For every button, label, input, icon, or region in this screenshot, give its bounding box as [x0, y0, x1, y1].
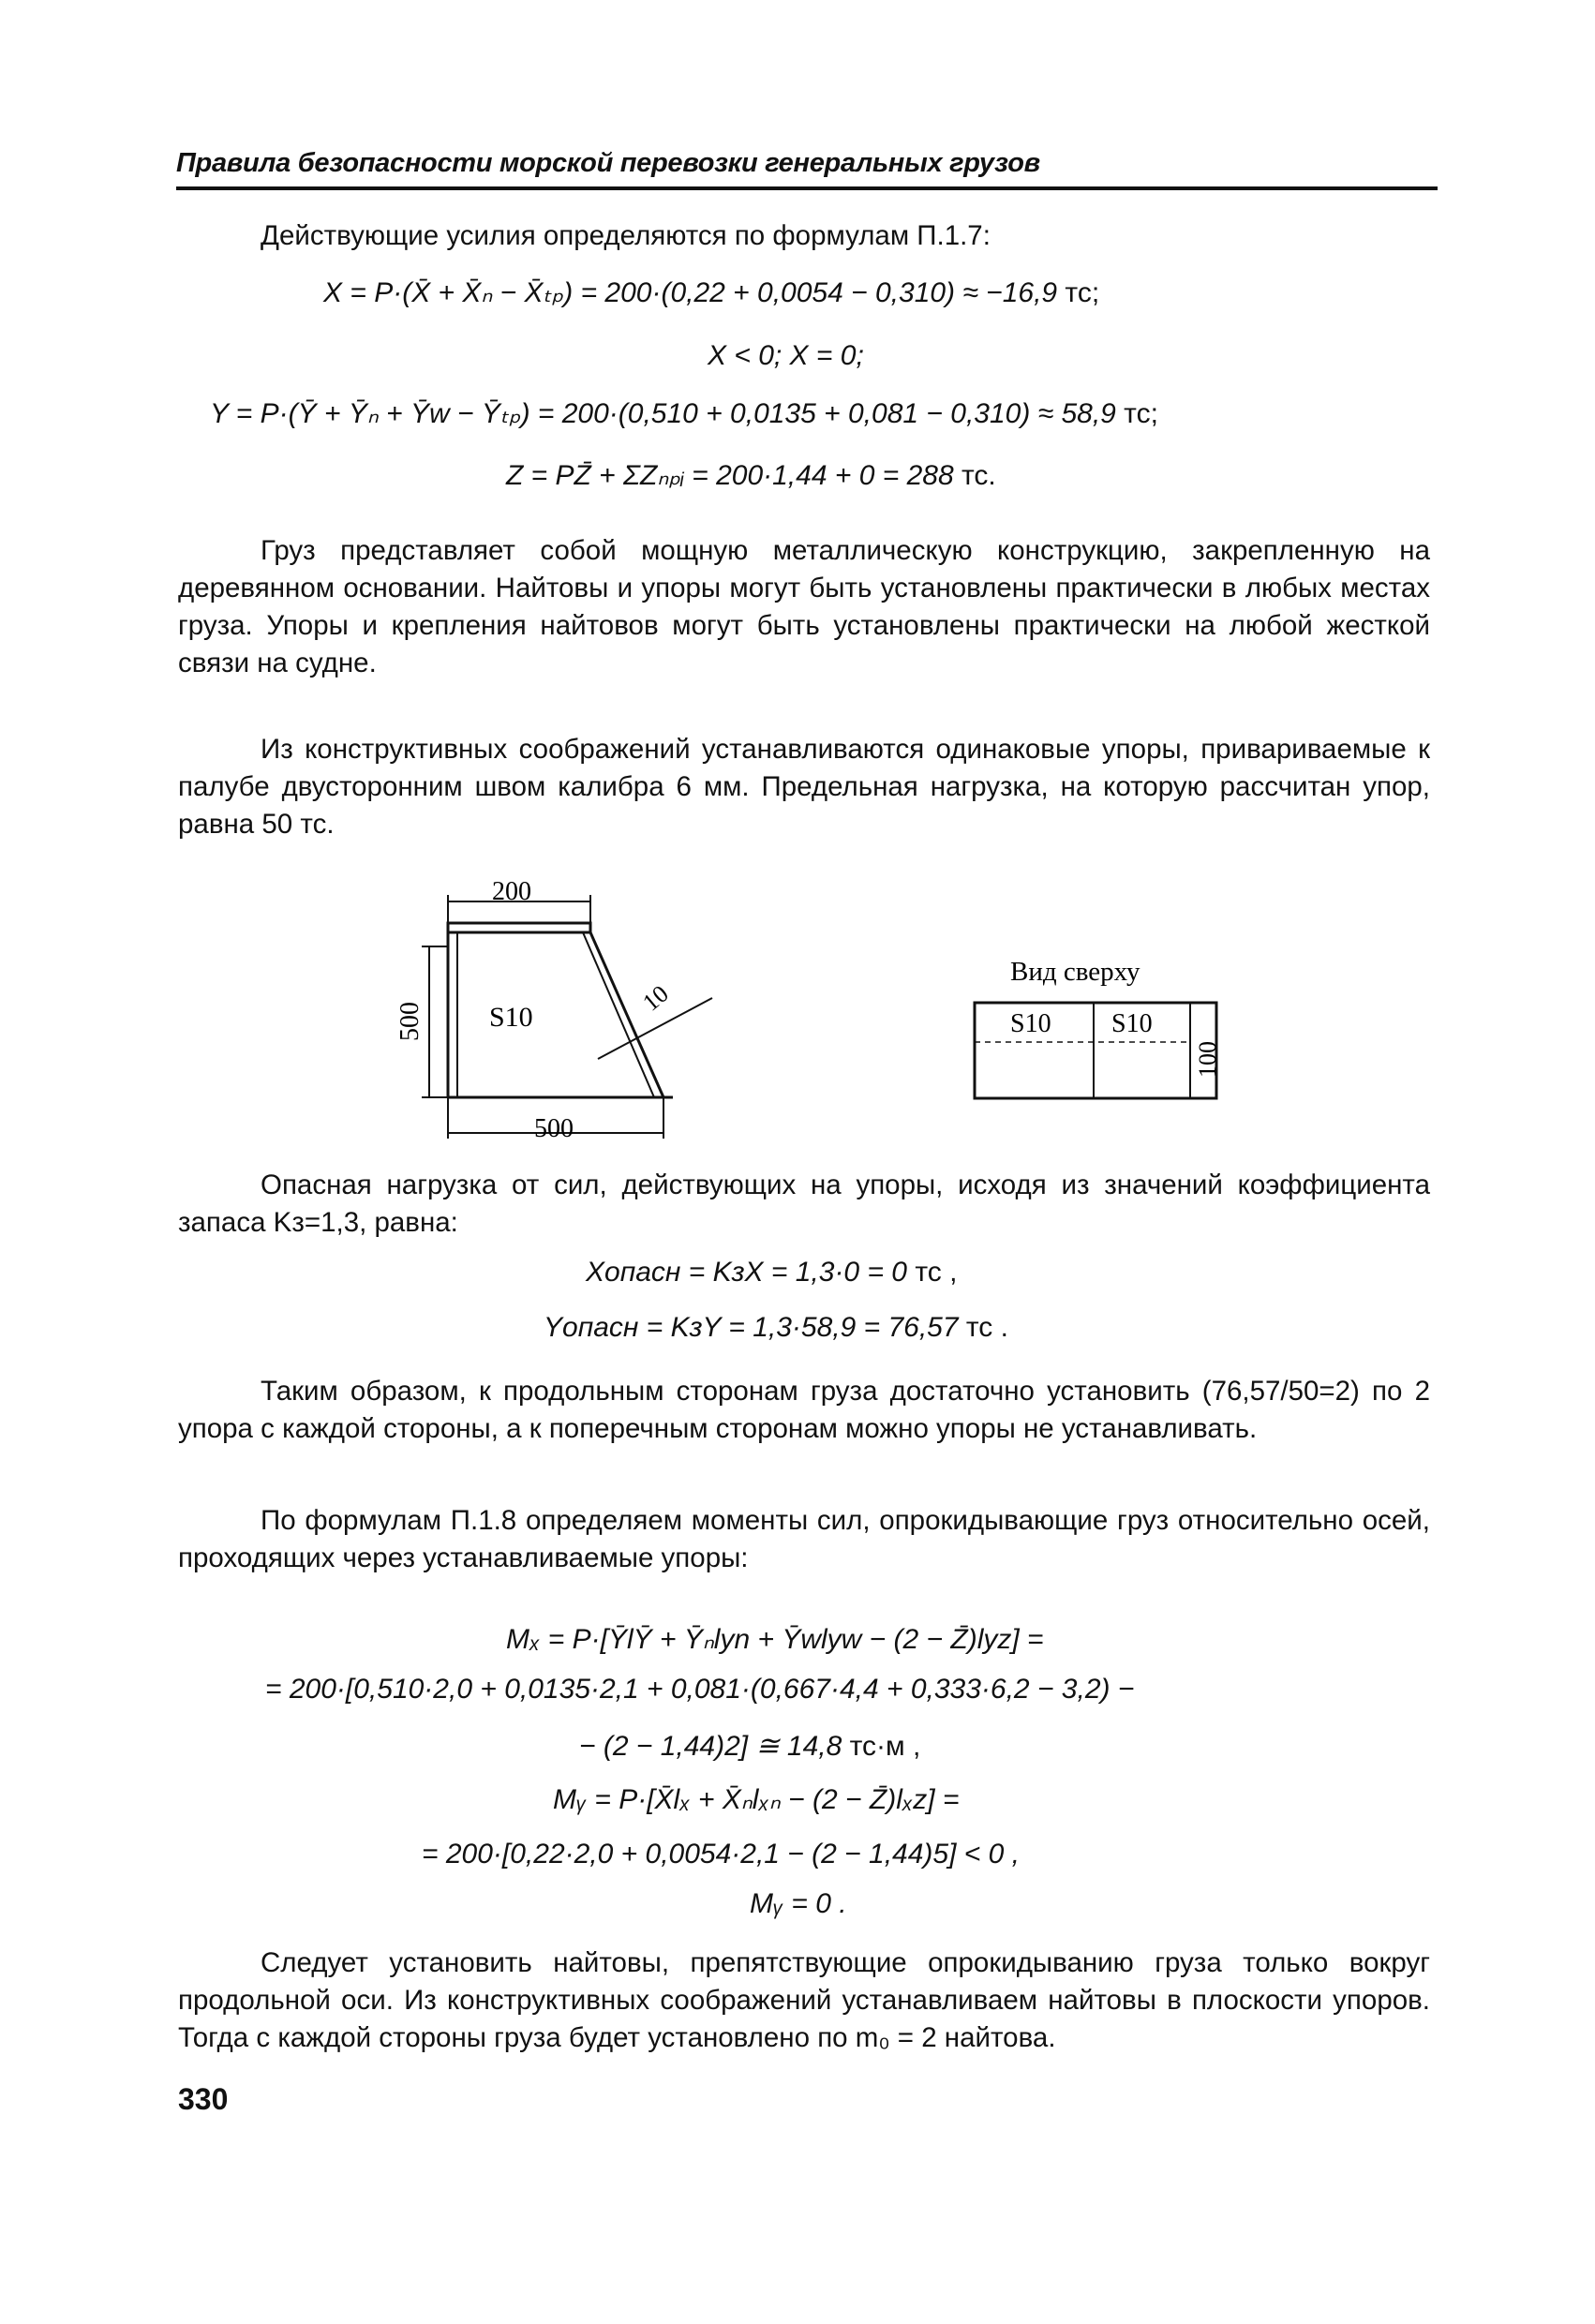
dim-top: 200	[492, 877, 531, 906]
formula-text: Mₓ = P·[ȲlȲ + Ȳₙlyn + Ȳwlyw − (2 − Z̄)lyz] =	[506, 1624, 1044, 1655]
formula-mx-result	[579, 1730, 920, 1763]
paragraph-text: Следует установить найтовы, препятствующие опрокидыванию груза только вокруг продольной оси. Из конструктивных соображений устанавливаем найтовы в плоскости упоров. Тогда с каждой стороны груза будет установлено по m₀ = 2 найтова.	[178, 1947, 1430, 2054]
paragraph-moments	[178, 1502, 1430, 1577]
formula-text: X = P·(X̄ + X̄ₙ − X̄ₜₚ) = 200·(0,22 + 0,0054 − 0,310) ≈ −16,9	[323, 277, 1058, 308]
intro-text	[178, 217, 1430, 255]
formula-my-zero	[750, 1888, 847, 1920]
formula-text: Yопасн = KзY = 1,3·58,9 = 76,57	[544, 1312, 959, 1343]
paragraph-stops	[178, 731, 1430, 843]
paragraph-lashings	[178, 1944, 1430, 2057]
top-view-plate-left: S10	[1010, 1009, 1051, 1038]
paragraph-text: Таким образом, к продольным сторонам груза достаточно установить (76,57/50=2) по 2 упора с каждой стороны, а к поперечным сторонам можно упоры не устанавливать.	[178, 1376, 1430, 1445]
header-rule	[176, 186, 1438, 190]
running-header: Правила безопасности морской перевозки генеральных грузов	[176, 148, 1040, 178]
formula-unit: тс;	[1115, 398, 1158, 429]
plate-label: S10	[489, 1002, 533, 1033]
top-view-plate-right: S10	[1111, 1009, 1153, 1038]
formula-unit: тс.	[953, 460, 996, 491]
formula-x-danger	[586, 1257, 957, 1289]
formula-text: Mᵧ = P·[X̄lₓ + X̄ₙlₓₙ − (2 − Z̄)lₓz] =	[553, 1784, 960, 1815]
dim-bottom: 500	[534, 1114, 574, 1139]
formula-text: = 200·[0,510·2,0 + 0,0135·2,1 + 0,081·(0,667·4,4 + 0,333·6,2 − 3,2) −	[265, 1674, 1135, 1705]
stop-drawing-svg	[365, 876, 1265, 1139]
paragraph-text: Из конструктивных соображений устанавливаются одинаковые упоры, привариваемые к палубе двусторонним швом калибра 6 мм. Предельная нагрузка, на которую рассчитан упор, равна 50 тс.	[178, 734, 1430, 841]
formula-z	[506, 459, 996, 492]
paragraph-load	[178, 1167, 1430, 1242]
formula-text: Xопасн = KзX = 1,3·0 = 0	[586, 1257, 907, 1288]
formula-x-zero	[708, 340, 864, 372]
dim-width: 100	[1194, 1041, 1221, 1078]
weld-size: 10	[637, 979, 674, 1017]
paragraph-text: Опасная нагрузка от сил, действующих на упоры, исходя из значений коэффициента запаса Kз=1,3, равна:	[178, 1169, 1430, 1239]
paragraph-text: Груз представляет собой мощную металлическую конструкцию, закрепленную на деревянном основании. Найтовы и упоры могут быть установлены практически в любых местах груза. Упоры и крепления найтовов могут быть установлены практически на любой жесткой связи на судне.	[178, 535, 1430, 679]
formula-my-values	[422, 1839, 1020, 1870]
formula-unit: тс ,	[907, 1257, 958, 1288]
formula-my	[553, 1783, 959, 1816]
paragraph-text: По формулам П.1.8 определяем моменты сил, опрокидывающие груз относительно осей, проходящих через устанавливаемые упоры:	[178, 1505, 1430, 1574]
top-view-caption: Вид сверху	[1010, 957, 1140, 987]
formula-unit: тс·м ,	[842, 1731, 921, 1762]
formula-text: Z = PZ̄ + ΣZₙₚᵢ = 200·1,44 + 0 = 288	[506, 460, 954, 491]
formula-text: − (2 − 1,44)2] ≅ 14,8	[579, 1731, 842, 1762]
formula-mx-values	[265, 1674, 1134, 1706]
intro-label: Действующие усилия определяются по формулам П.1.7:	[261, 220, 991, 251]
formula-x	[323, 276, 1099, 309]
formula-text: Mᵧ = 0 .	[750, 1888, 847, 1919]
page-number: 330	[178, 2082, 229, 2116]
dim-height: 500	[395, 1002, 425, 1041]
formula-y	[210, 397, 1158, 430]
formula-text: = 200·[0,22·2,0 + 0,0054·2,1 − (2 − 1,44)5] < 0 ,	[422, 1839, 1020, 1870]
formula-unit: тс .	[958, 1312, 1008, 1343]
paragraph-conclusion	[178, 1373, 1430, 1448]
paragraph-cargo	[178, 532, 1430, 682]
formula-text: Y = P·(Ȳ + Ȳₙ + Ȳw − Ȳₜₚ) = 200·(0,510 + 0,0135 + 0,081 − 0,310) ≈ 58,9	[210, 398, 1116, 429]
formula-unit: тс;	[1057, 277, 1100, 308]
formula-mx	[506, 1623, 1044, 1656]
formula-y-danger	[544, 1312, 1008, 1344]
stop-drawing	[365, 876, 1265, 1139]
formula-text: X < 0; X = 0;	[708, 340, 864, 371]
